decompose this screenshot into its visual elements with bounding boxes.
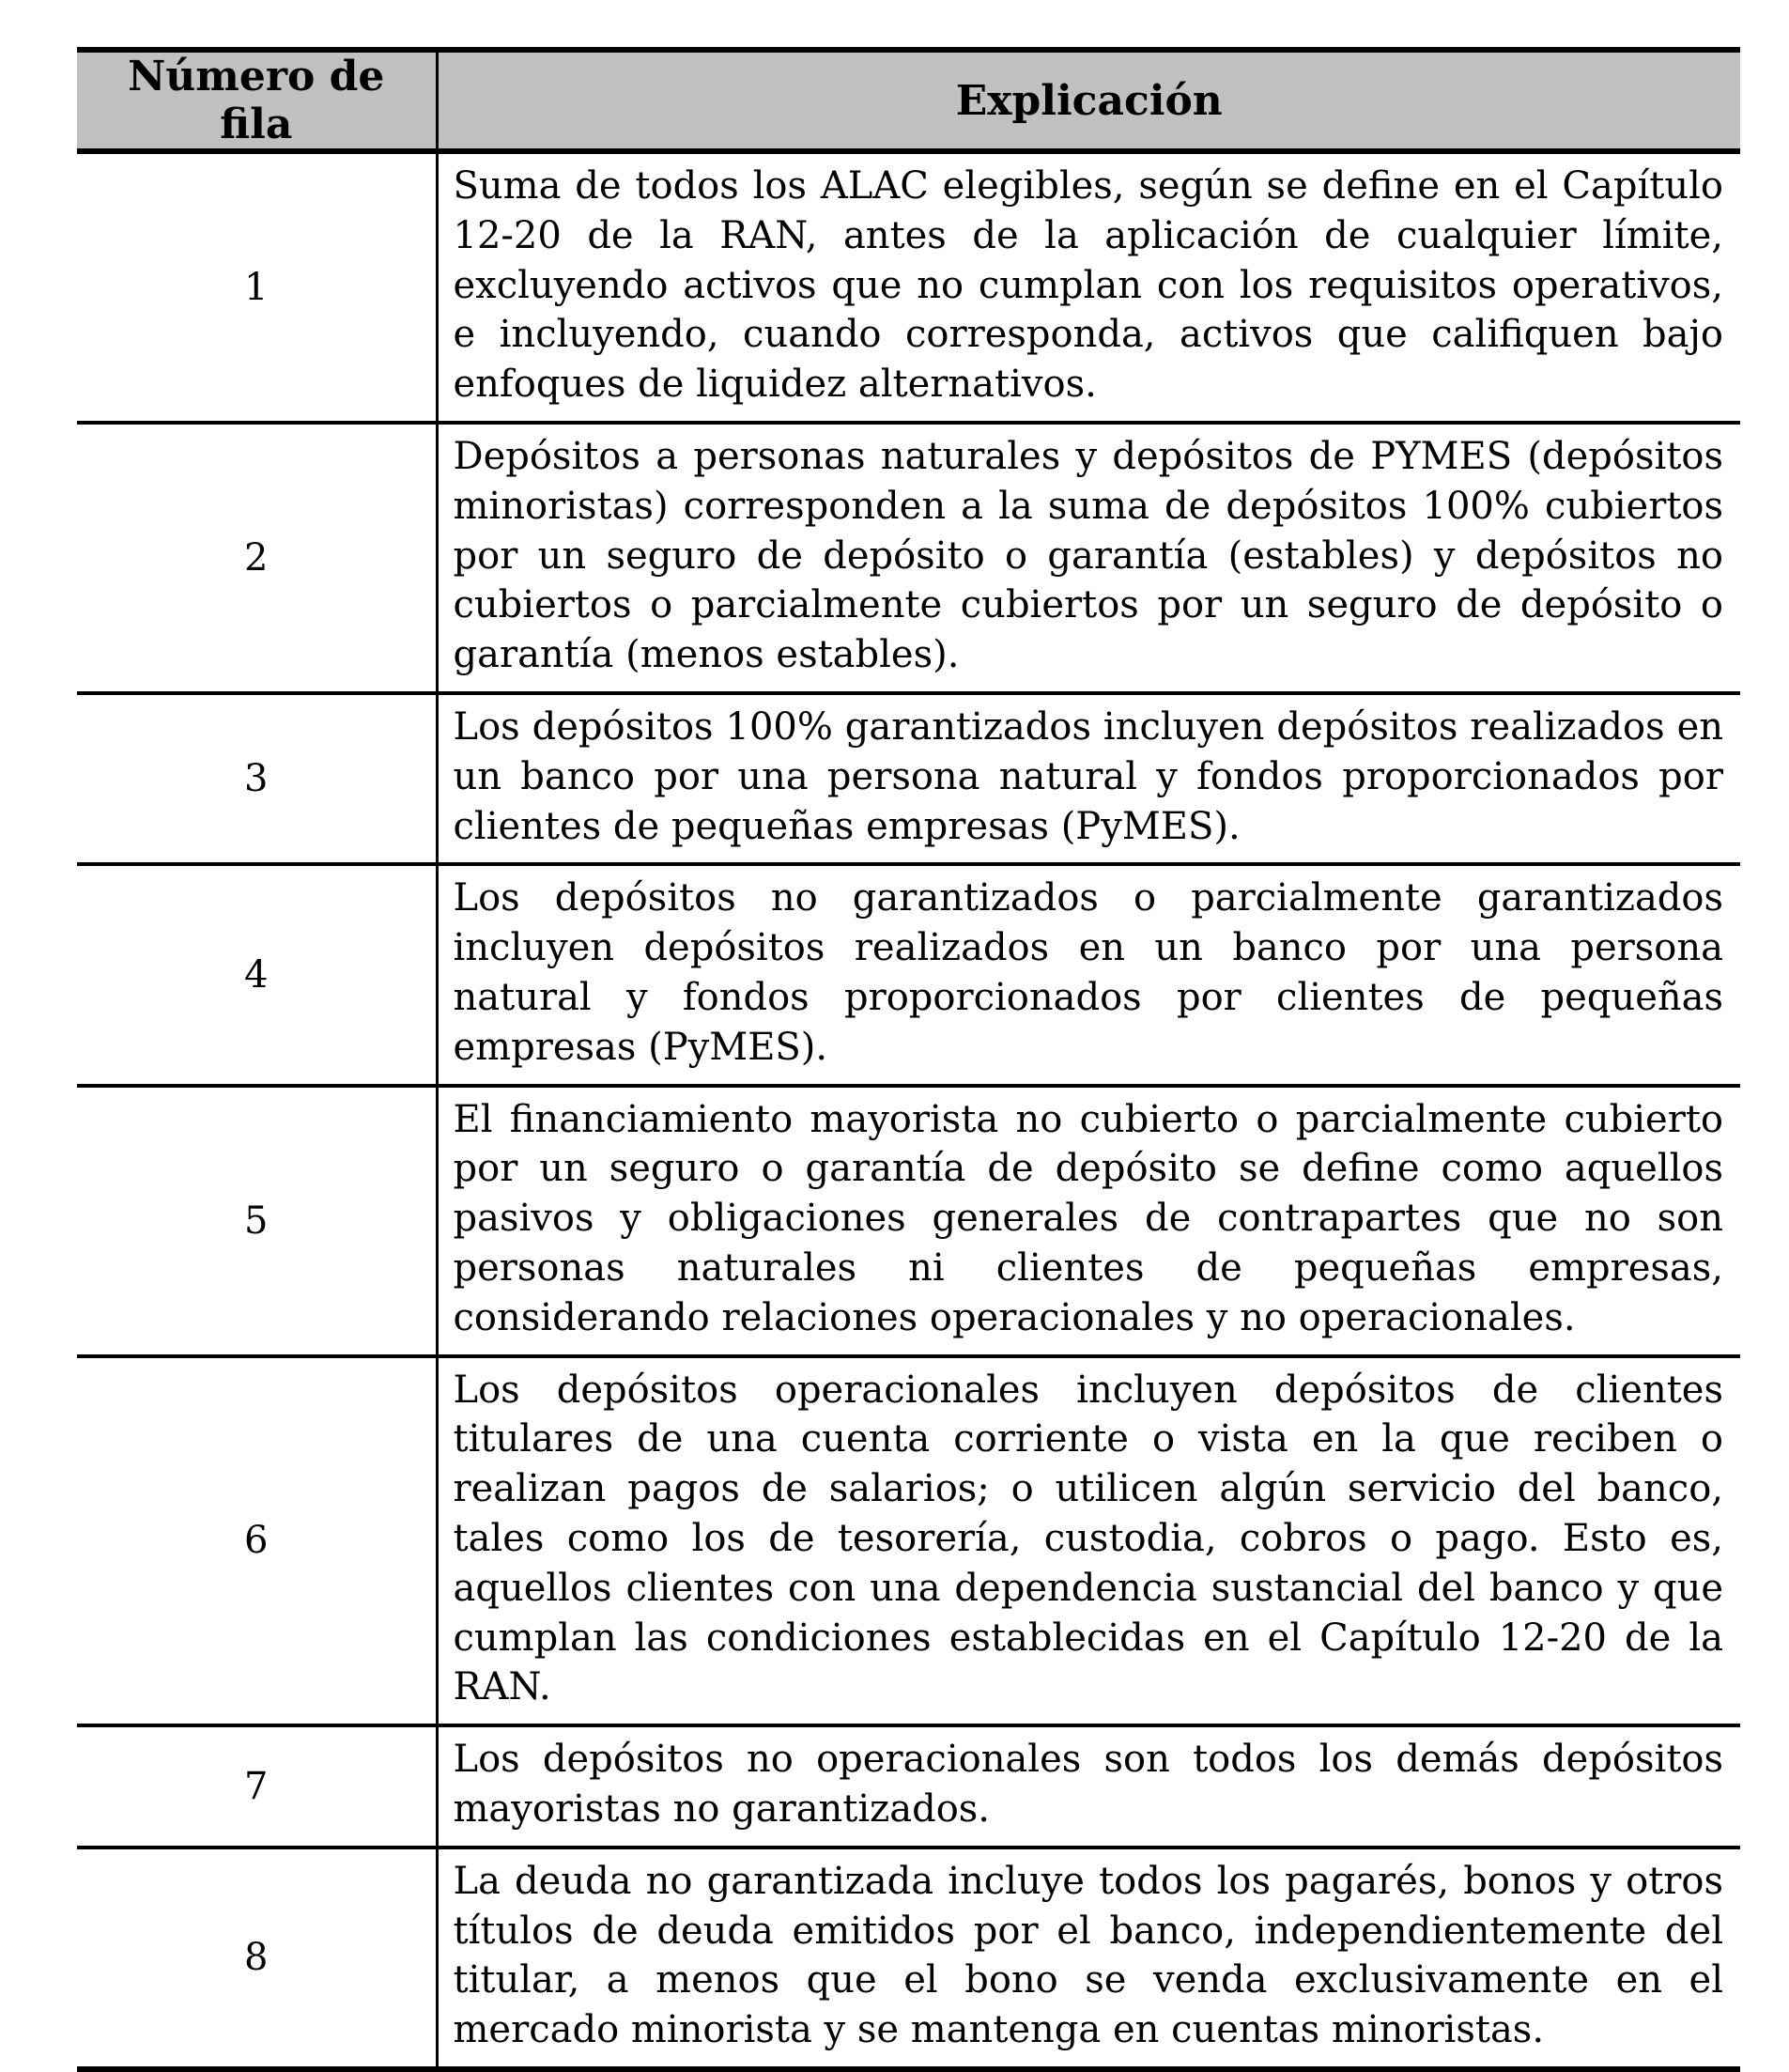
column-header-explanation: Explicación: [437, 50, 1740, 151]
row-explanation-cell: Los depósitos 100% garantizados incluyen depósitos realizados en un banco por una persona natural y fondos proporcionados por clientes de pequeñas empresas (PyMES).: [437, 693, 1740, 864]
row-number-cell: 1: [77, 151, 437, 423]
row-number-cell: 4: [77, 864, 437, 1085]
row-explanation-cell: Los depósitos operacionales incluyen depósitos de clientes titulares de una cuenta corriente o vista en la que reciben o realizan pagos de salarios; o utilicen algún servicio del banco, tales como los de tesorería, custodia, cobros o pago. Esto es, aquellos clientes con una dependencia sustancial del banco y que cumplan las condiciones establecidas en el Capítulo 12-20 de la RAN.: [437, 1356, 1740, 1726]
row-number-cell: 7: [77, 1725, 437, 1848]
table-row: [77, 1725, 1740, 1848]
explanation-table: [77, 47, 1740, 2072]
row-explanation-cell: El financiamiento mayorista no cubierto o parcialmente cubierto por un seguro o garantía de depósito se define como aquellos pasivos y obligaciones generales de contrapartes que no son personas naturales ni clientes de pequeñas empresas, considerando relaciones operacionales y no operacionales.: [437, 1086, 1740, 1356]
row-number-cell: 6: [77, 1356, 437, 1726]
table-row: [77, 1356, 1740, 1726]
row-explanation-cell: La deuda no garantizada incluye todos los pagarés, bonos y otros títulos de deuda emitidos por el banco, independientemente del titular, a menos que el bono se venda exclusivamente en el mercado minorista y se mantenga en cuentas minoristas.: [437, 1848, 1740, 2069]
column-header-row-number: Número de fila: [77, 50, 437, 151]
table-row: [77, 1086, 1740, 1356]
header-row: [77, 50, 1740, 151]
table-row: [77, 693, 1740, 864]
table-body: [77, 151, 1740, 2069]
row-explanation-cell: Los depósitos no garantizados o parcialmente garantizados incluyen depósitos realizados en un banco por una persona natural y fondos proporcionados por clientes de pequeñas empresas (PyMES).: [437, 864, 1740, 1085]
table-header: [77, 50, 1740, 151]
row-number-cell: 3: [77, 693, 437, 864]
row-number-cell: 2: [77, 423, 437, 693]
row-number-cell: 8: [77, 1848, 437, 2069]
table-row: [77, 423, 1740, 693]
table-row: [77, 151, 1740, 423]
row-explanation-cell: Los depósitos no operacionales son todos los demás depósitos mayoristas no garantizados.: [437, 1725, 1740, 1848]
row-explanation-cell: Suma de todos los ALAC elegibles, según se define en el Capítulo 12-20 de la RAN, antes de la aplicación de cualquier límite, excluyendo activos que no cumplan con los requisitos operativos, e incluyendo, cuando corresponda, activos que califiquen bajo enfoques de liquidez alternativos.: [437, 151, 1740, 423]
table-row: [77, 864, 1740, 1085]
row-explanation-cell: Depósitos a personas naturales y depósitos de PYMES (depósitos minoristas) corresponden a la suma de depósitos 100% cubiertos por un seguro de depósito o garantía (estables) y depósitos no cubiertos o parcialmente cubiertos por un seguro de depósito o garantía (menos estables).: [437, 423, 1740, 693]
table-row: [77, 1848, 1740, 2069]
row-number-cell: 5: [77, 1086, 437, 1356]
